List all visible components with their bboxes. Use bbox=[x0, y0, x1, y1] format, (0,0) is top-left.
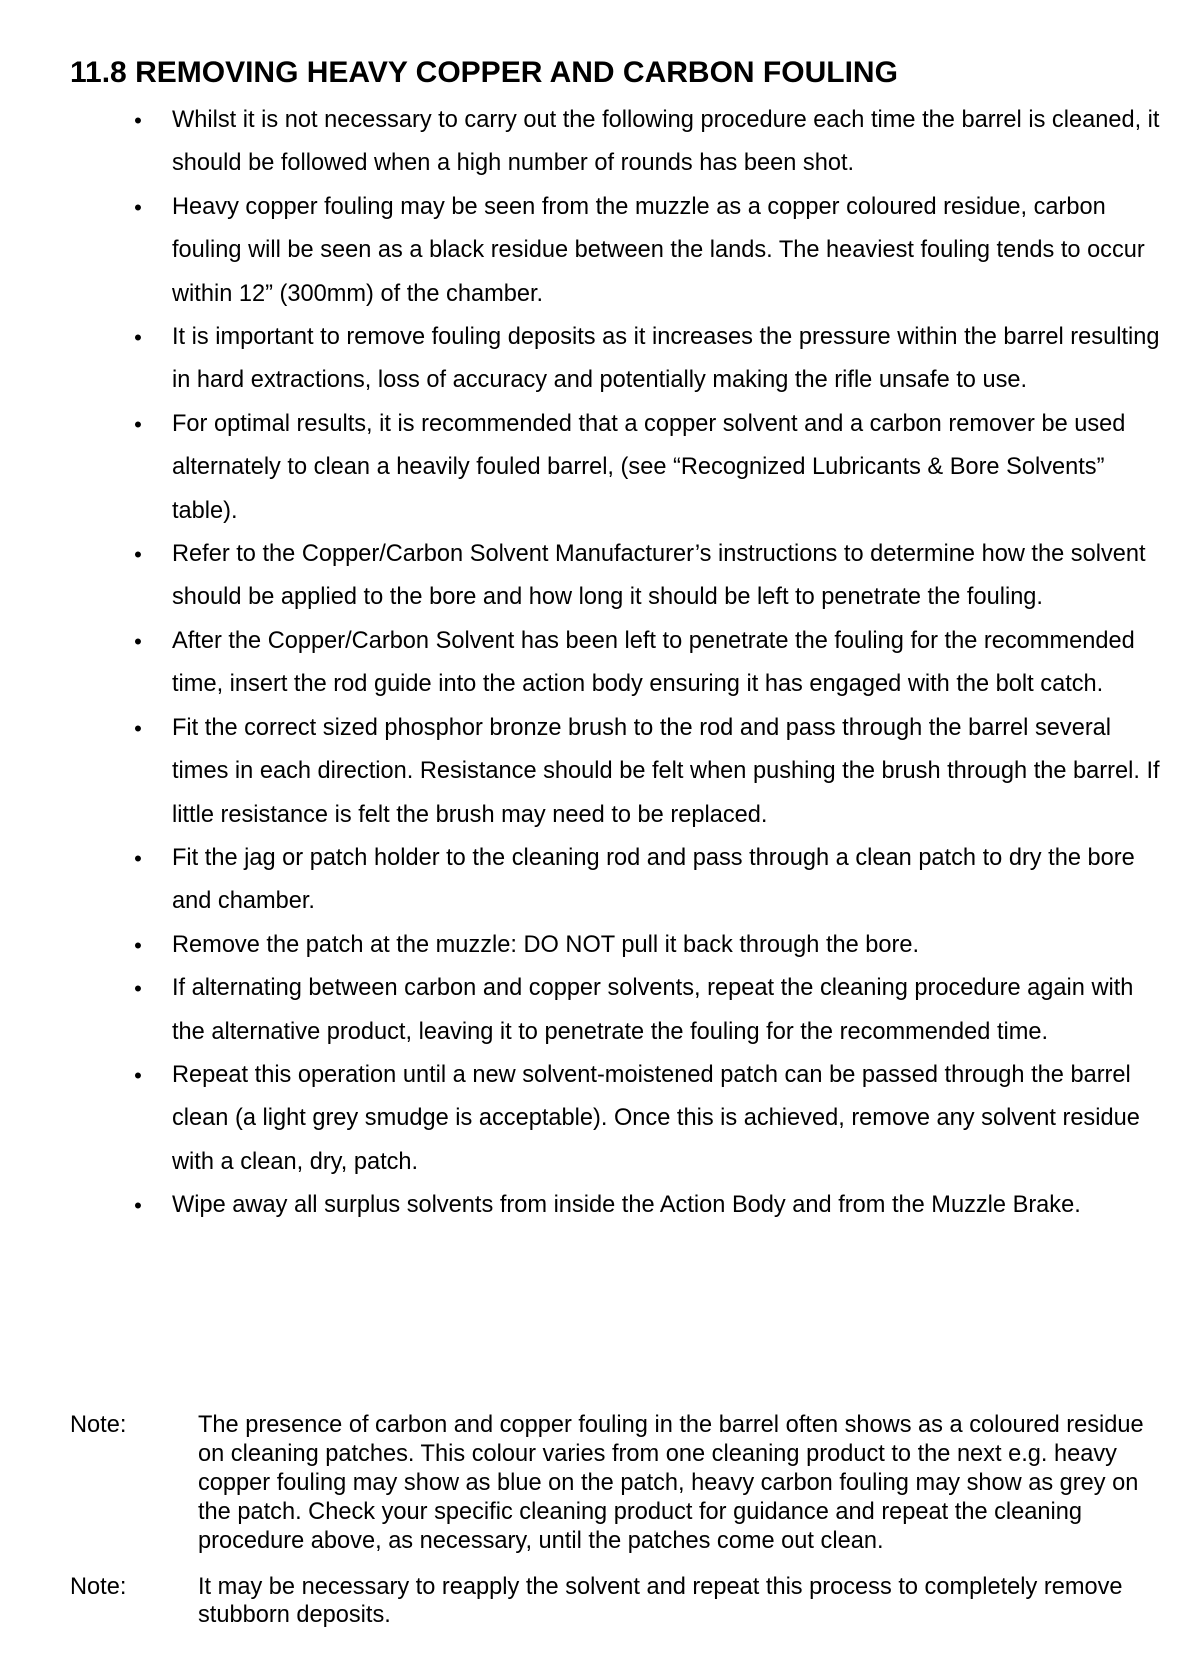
list-item-text: Fit the correct sized phosphor bronze brush to the rod and pass through the barrel several times in each direction. Resistance should be felt when pushing the brush through the barrel. If little resistance is felt the brush may need to be replaced. bbox=[172, 714, 1160, 828]
bullet-icon: • bbox=[134, 411, 142, 437]
list-item bbox=[0, 99, 1160, 186]
bullet-icon: • bbox=[134, 976, 142, 1002]
bullet-icon: • bbox=[134, 1193, 142, 1219]
list-item-text: Whilst it is not necessary to carry out the following procedure each time the barrel is cleaned, it should be followed when a high number of rounds has been shot. bbox=[172, 107, 1160, 177]
list-item bbox=[0, 403, 1160, 533]
list-item bbox=[0, 533, 1160, 620]
list-item bbox=[0, 707, 1160, 837]
list-item bbox=[0, 316, 1160, 403]
bullet-icon: • bbox=[134, 628, 142, 654]
procedure-list bbox=[0, 99, 1183, 1228]
note-text: It may be necessary to reapply the solvent and repeat this process to completely remove stubborn deposits. bbox=[198, 1573, 1123, 1629]
notes-section bbox=[0, 1411, 1183, 1647]
list-item-text: Wipe away all surplus solvents from inside the Action Body and from the Muzzle Brake. bbox=[172, 1192, 1081, 1219]
note bbox=[0, 1411, 1163, 1556]
bullet-icon: • bbox=[134, 1062, 142, 1088]
list-item bbox=[0, 1054, 1160, 1184]
list-item bbox=[0, 186, 1160, 316]
bullet-icon: • bbox=[134, 932, 142, 958]
list-item bbox=[0, 620, 1160, 707]
note-label: Note: bbox=[70, 1573, 127, 1600]
note bbox=[0, 1573, 1163, 1631]
list-item bbox=[0, 837, 1160, 924]
list-item-text: Remove the patch at the muzzle: DO NOT pull it back through the bore. bbox=[172, 931, 920, 958]
list-item-text: Refer to the Copper/Carbon Solvent Manufacturer’s instructions to determine how the solvent should be applied to the bore and how long it should be left to penetrate the fouling. bbox=[172, 541, 1146, 611]
section-title: 11.8 REMOVING HEAVY COPPER AND CARBON FOULING bbox=[70, 56, 898, 89]
list-item-text: If alternating between carbon and copper solvents, repeat the cleaning procedure again with the alternative product, leaving it to penetrate the fouling for the recommended time. bbox=[172, 975, 1134, 1045]
note-label: Note: bbox=[70, 1412, 127, 1438]
list-item bbox=[0, 1184, 1160, 1227]
list-item-text: After the Copper/Carbon Solvent has been left to penetrate the fouling for the recommended time, insert the rod guide into the action body ensuring it has engaged with the bolt catch. bbox=[172, 627, 1135, 698]
list-item-text: Heavy copper fouling may be seen from the muzzle as a copper coloured residue, carbon fouling will be seen as a black residue between the lands. The heaviest fouling tends to occur within 12” (300mm) of the chamber. bbox=[172, 193, 1145, 307]
list-item bbox=[0, 924, 1160, 967]
bullet-icon: • bbox=[134, 108, 142, 133]
note-text: The presence of carbon and copper fouling in the barrel often shows as a coloured residue on cleaning patches. This colour varies from one cleaning product to the next e.g. heavy copper fouling may show as blue on the patch, heavy carbon fouling may show as grey on the patch. Check your specific cleaning product for guidance and repeat the cleaning procedure above, as necessary, until the patches come out clean. bbox=[198, 1412, 1144, 1554]
bullet-icon: • bbox=[134, 845, 142, 871]
list-item-text: Repeat this operation until a new solvent-moistened patch can be passed through the barrel clean (a light grey smudge is acceptable). Once this is achieved, remove any solvent residue with a clean, dry, patch. bbox=[172, 1061, 1140, 1175]
list-item bbox=[0, 967, 1160, 1054]
bullet-icon: • bbox=[134, 194, 142, 220]
list-item-text: It is important to remove fouling deposits as it increases the pressure within the barrel resulting in hard extractions, loss of accuracy and potentially making the rifle unsafe to use. bbox=[172, 324, 1160, 394]
bullet-icon: • bbox=[134, 542, 142, 568]
list-item-text: For optimal results, it is recommended that a copper solvent and a carbon remover be used alternately to clean a heavily fouled barrel, (see “Recognized Lubricants & Bore Solvents” table). bbox=[172, 410, 1126, 524]
bullet-icon: • bbox=[134, 715, 142, 741]
bullet-icon: • bbox=[134, 325, 142, 351]
list-item-text: Fit the jag or patch holder to the cleaning rod and pass through a clean patch to dry the bore and chamber. bbox=[172, 844, 1135, 915]
